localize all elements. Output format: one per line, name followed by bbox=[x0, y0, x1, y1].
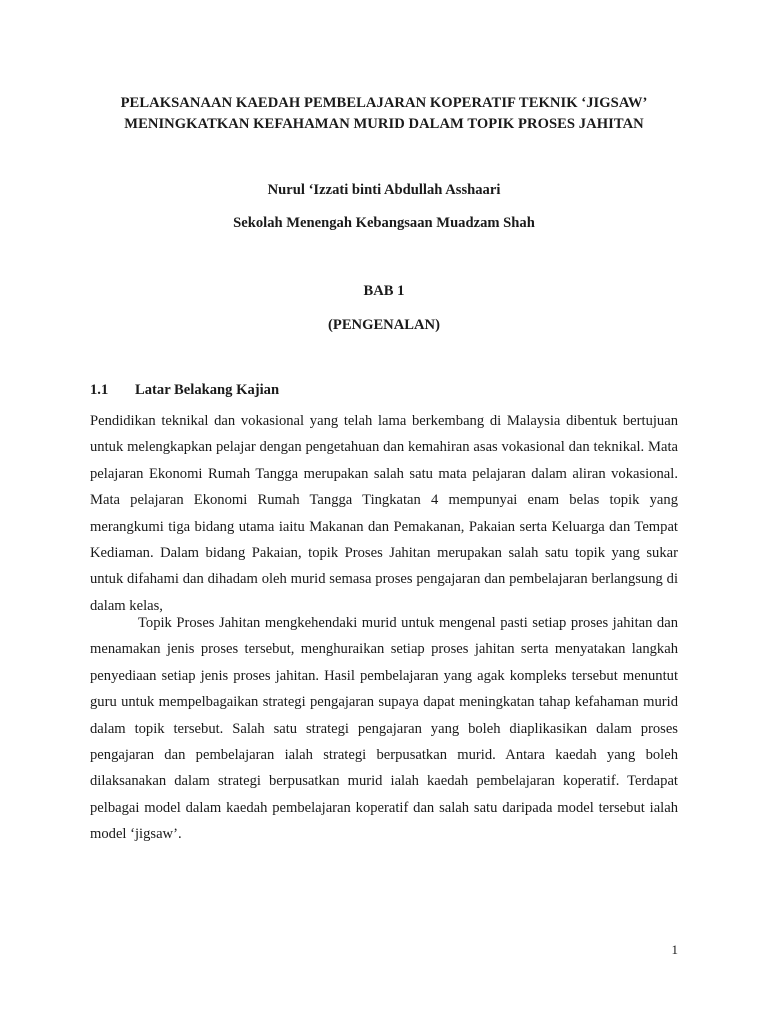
page-number: 1 bbox=[671, 942, 678, 957]
section-title: Latar Belakang Kajian bbox=[135, 382, 280, 398]
chapter-subtitle: (PENGENALAN) bbox=[328, 317, 440, 333]
section-number: 1.1 bbox=[90, 382, 109, 398]
document-title bbox=[90, 93, 678, 135]
chapter-heading: BAB 1 bbox=[363, 283, 405, 299]
school-name: Sekolah Menengah Kebangsaan Muadzam Shah bbox=[233, 215, 535, 231]
section-heading bbox=[90, 380, 279, 400]
title-line-1: PELAKSANAAN KAEDAH PEMBELAJARAN KOPERATIF TEKNIK ‘JIGSAW’ bbox=[120, 95, 648, 111]
title-line-2: MENINGKATKAN KEFAHAMAN MURID DALAM TOPIK PROSES JAHITAN bbox=[124, 116, 644, 132]
paragraph-2: Topik Proses Jahitan mengkehendaki murid untuk mengenal pasti setiap proses jahitan dan menamakan jenis proses tersebut, menghuraikan setiap proses jahitan serta menyatakan langkah penyediaan setiap jenis proses jahitan. Hasil pembelajaran yang agak kompleks tersebut menuntut guru untuk mempelbagaikan strategi pengajaran supaya dapat meningkatan tahap kefahaman murid dalam topik tersebut. Salah satu strategi pengajaran yang boleh diaplikasikan dalam proses pengajaran dan pembelajaran ialah strategi berpusatkan murid. Antara kaedah yang boleh dilaksanakan dalam strategi berpusatkan murid ialah kaedah pembelajaran koperatif. Terdapat pelbagai model dalam kaedah pembelajaran koperatif dan salah satu daripada model tersebut ialah model ‘jigsaw’. bbox=[90, 615, 678, 843]
author-name: Nurul ‘Izzati binti Abdullah Asshaari bbox=[267, 182, 501, 198]
paragraph-1: Pendidikan teknikal dan vokasional yang telah lama berkembang di Malaysia dibentuk bertujuan untuk melengkapkan pelajar dengan pengetahuan dan kemahiran asas vokasional dan teknikal. Mata pelajaran Ekonomi Rumah Tangga merupakan salah satu mata pelajaran dalam aliran vokasional. Mata pelajaran Ekonomi Rumah Tangga Tingkatan 4 mempunyai enam belas topik yang merangkumi tiga bidang utama iaitu Makanan dan Pemakanan, Pakaian serta Keluarga dan Tempat Kediaman. Dalam bidang Pakaian, topik Proses Jahitan merupakan salah satu topik yang sukar untuk difahami dan dihadam oleh murid semasa proses pengajaran dan pembelajaran berlangsung di dalam kelas, bbox=[90, 413, 678, 614]
